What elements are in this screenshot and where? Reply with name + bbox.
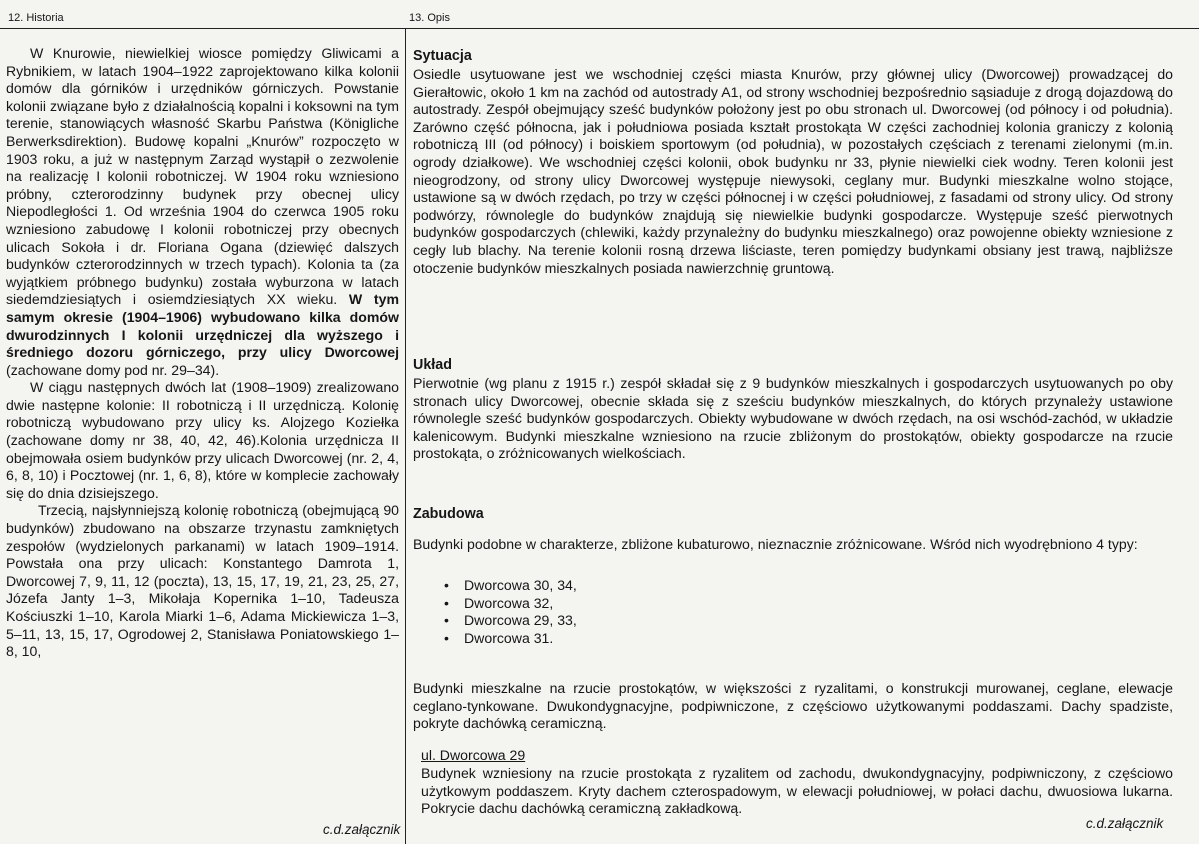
uklad-text (413, 375, 1173, 463)
zabudowa-text-2 (413, 680, 1173, 733)
types-list (440, 577, 577, 647)
zabudowa-heading: Zabudowa (413, 506, 484, 522)
dworcowa-29-heading: ul. Dworcowa 29 (421, 747, 526, 763)
zabudowa-text (413, 536, 1173, 554)
historia-column (6, 45, 399, 661)
historia-p1-tail: (zachowane domy pod nr. 29–34). (6, 361, 220, 378)
dworcowa-29-text (421, 765, 1173, 818)
list-item: • Dworcowa 30, 34, (440, 577, 577, 595)
list-item: • Dworcowa 29, 33, (440, 612, 577, 630)
uklad-heading: Układ (413, 357, 452, 373)
zabudowa-paragraph-2: Budynki mieszkalne na rzucie prostokątów, w większości z ryzalitami, o konstrukcji murowanej, ceglane, elewacje ceglano-tynkowane. Dwukondygnacyjne, podpiwniczone, z częściowo użytkowanymi poddaszami. Dachy spadziste, pokryte dachówką ceramiczną. (413, 680, 1173, 732)
historia-paragraph-2: W ciągu następnych dwóch lat (1908–1909) zrealizowano dwie następne kolonie: II robotniczą i II urzędniczą. Kolonię robotniczą wybudowano przy ulicy ks. Alojzego Koziełka (zachowane domy nr 38, 40, 42, 46).Kolonia urzędnicza II obejmowała osiem budynków przy ulicach Dworcowej (nr. 2, 4, 6, 8, 10) i Pocztowej (nr. 1, 6, 8), które w komplecie zachowały się do dnia dzisiejszego. (6, 379, 399, 501)
dworcowa-29-paragraph: Budynek wzniesiony na rzucie prostokąta z ryzalitem od zachodu, dwukondygnacyjny, podpiwniczony, z częściowo użytkowym poddaszem. Kryty dachem czterospadowym, w elewacji południowej, w połaci dachu, dwuosiowa lukarna. Pokrycie dachu dachówką ceramiczną zakładkową. (421, 765, 1173, 817)
continuation-note-left: c.d.załącznik (323, 822, 401, 837)
sytuacja-paragraph: Osiedle usytuowane jest we wschodniej części miasta Knurów, przy głównej ulicy (Dworcowej) prowadzącej do Gierałtowic, około 1 km na zachód od autostrady A1, od strony wschodniej bezpośrednio sąsiaduje z drogą dojazdową do autostrady. Zespół obejmujący sześć budynków położony jest po obu stronach ul. Dworcowej (od północy i od południa). Zarówno część północna, jak i południowa posiada kształt prostokąta W części zachodniej kolonia graniczy z kolonią robotniczą III (od północy) i boiskiem sportowym (od południa), w pozostałych częściach z terenami zielonymi (m.in. ogrody działkowe). We wschodniej części kolonii, obok budynku nr 33, płynie niewielki ciek wodny. Teren kolonii jest nieogrodzony, od strony ulicy Dworcowej występuje niewysoki, ceglany mur. Budynki mieszkalne wolno stojące, ustawione są w dwóch rzędach, po trzy w części północnej i w części południowej, z fasadami od strony ulicy. Od strony podwórzy, równolegle do budynków znajdują się niewielkie budynki gospodarcze. Występuje sześć pierwotnych budynków gospodarczych (chlewiki, każdy przynależny do budynku mieszkalnego) oraz powojenne obiekty wzniesione z cegły lub blachy. Na terenie kolonii rosną drzewa liściaste, teren pomiędzy budynkami obsiany jest trawą, najbliższe otoczenie budynków mieszkalnych posiada nawierzchnię gruntową. (413, 66, 1173, 276)
historia-p1-bold: W tym samym okresie (1904–1906) wybudowano kilka domów dwurodzinnych I kolonii urzędniczej dla wyższego i średniego dozoru górniczego, przy ulicy Dworcowej (6, 291, 399, 361)
uklad-paragraph: Pierwotnie (wg planu z 1915 r.) zespół składał się z 9 budynków mieszkalnych i gospodarczych usytuowanych po oby stronach ulicy Dworcowej, obecnie składa się z sześciu budynków mieszkalnych, do których przynależy ustawione równolegle sześć budynków gospodarczych. Obiekty wybudowane w dwóch rzędach, na osi wschód-zachód, w układzie kalenicowym. Budynki mieszkalne wzniesiono na rzucie zbliżonym do prostokątów, obiekty gospodarcze na rzucie prostokąta, o zróżnicowanych wielkościach. (413, 375, 1173, 462)
sytuacja-text (413, 66, 1173, 277)
zabudowa-paragraph: Budynki podobne w charakterze, zbliżone kubaturowo, nieznacznie zróżnicowane. Wśród nich wyodrębniono 4 typy: (413, 536, 1138, 552)
header-divider (0, 28, 1199, 29)
continuation-note-right: c.d.załącznik (1086, 816, 1164, 831)
list-item: • Dworcowa 31. (440, 630, 577, 648)
historia-paragraph-3: Trzecią, najsłynniejszą kolonię robotniczą (obejmującą 90 budynków) zbudowano na obszarze trzynastu zamkniętych zespołów (wydzielonych parkanami) w latach 1909–1914. Powstała ona przy ulicach: Konstantego Damrota 1, Dworcowej 7, 9, 11, 12 (poczta), 13, 15, 17, 19, 21, 23, 25, 27, Józefa Janty 1–3, Mikołaja Kopernika 1–10, Tadeusza Kościuszki 1–10, Karola Miarki 1–6, Adama Mickiewicza 1–3, 5–11, 13, 15, 17, Ogrodowej 2, Stanisława Poniatowskiego 1–8, 10, (6, 502, 399, 660)
list-item: • Dworcowa 32, (440, 595, 577, 613)
column-divider (405, 28, 406, 844)
historia-p1-text: W Knurowie, niewielkiej wiosce pomiędzy Gliwicami a Rybnikiem, w latach 1904–1922 zaprojektowano kilka kolonii domów dla górników i urzędników górniczych. Powstanie kolonii związane było z działalnością kopalni i koksowni na tym terenie, stanowiących własność Skarbu Państwa (Königliche Berwerksdirektion). Budowę kopalni „Knurów” rozpoczęto w 1903 roku, a już w następnym Zarząd wystąpił o zezwolenie na realizację I kolonii robotniczej. W 1904 roku wzniesiono próbny, czterorodzinny budynek przy obecnej ulicy Niepodległości 1. Od września 1904 do czerwca 1905 roku wzniesiono zabudowę I kolonii robotniczej przy obecnych ulicach Sokoła i dr. Floriana Ogana (dziewięć dalszych budynków czterorodzinnych w trzech typach). Kolonia ta (za wyjątkiem próbnego budynku) została wyburzona w latach siedemdziesiątych i osiemdziesiątych XX wieku. (6, 45, 399, 308)
section-header-opis: 13. Opis (409, 12, 450, 24)
sytuacja-heading: Sytuacja (413, 48, 472, 64)
section-header-historia: 12. Historia (8, 12, 64, 24)
historia-paragraph-1 (6, 45, 399, 379)
